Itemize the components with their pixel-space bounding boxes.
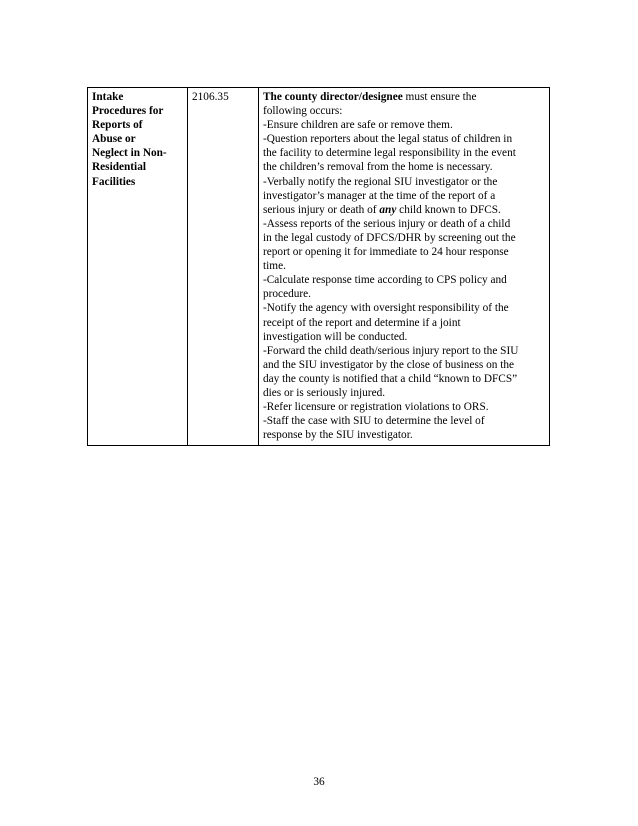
policy-line: -Ensure children are safe or remove them. [263, 119, 453, 132]
intro-rest: must ensure the [402, 91, 477, 103]
topic-line: Procedures for [92, 105, 164, 118]
policy-line: -Question reporters about the legal status of children in [263, 133, 513, 146]
policy-code: 2106.35 [192, 91, 229, 103]
topic-line: Reports of [92, 119, 143, 132]
policy-line: investigation will be conducted. [263, 330, 408, 343]
policy-line: -Notify the agency with oversight responsibility of the [263, 302, 509, 315]
topic-line: Abuse or [92, 133, 136, 146]
emph-word: any [379, 203, 397, 216]
policy-code-cell [188, 88, 259, 446]
policy-line: time. [263, 260, 286, 273]
page-number: 36 [313, 776, 325, 788]
policy-line: -Refer licensure or registration violations to ORS. [263, 401, 489, 414]
emph-before: serious injury or death of [263, 203, 380, 216]
policy-line: in the legal custody of DFCS/DHR by screening out the [263, 231, 516, 244]
topic-line: Facilities [92, 175, 136, 188]
policy-line: receipt of the report and determine if a joint [263, 316, 461, 329]
policy-line: procedure. [263, 288, 311, 301]
emph-after: child known to DFCS. [396, 203, 501, 216]
table-row [88, 88, 550, 446]
policy-line: -Forward the child death/serious injury report to the SIU [263, 344, 519, 357]
policy-line: following occurs: [263, 105, 343, 118]
policy-line: dies or is seriously injured. [263, 386, 386, 399]
topic-line: Residential [92, 161, 146, 174]
policy-table [87, 87, 550, 446]
topic-cell [88, 88, 188, 446]
policy-line: -Calculate response time according to CPS policy and [263, 274, 507, 287]
policy-line: investigator’s manager at the time of the report of a [263, 189, 496, 202]
policy-line: -Assess reports of the serious injury or death of a child [263, 217, 511, 230]
policy-line: and the SIU investigator by the close of business on the [263, 358, 514, 371]
policy-line: -Staff the case with SIU to determine the level of [263, 415, 485, 428]
policy-line: day the county is notified that a child “known to DFCS” [263, 372, 518, 385]
topic-line: Intake [92, 91, 124, 103]
policy-line: report or opening it for immediate to 24 hour response [263, 246, 509, 259]
policy-line: -Verbally notify the regional SIU investigator or the [263, 175, 498, 188]
policy-line: response by the SIU investigator. [263, 429, 413, 442]
policy-line: the children’s removal from the home is necessary. [263, 161, 493, 174]
policy-line-emphasis [263, 203, 546, 217]
intro-bold: The county director/designee [263, 91, 403, 103]
topic-line: Neglect in Non- [92, 147, 167, 160]
policy-intro-line [263, 90, 546, 104]
policy-line: the facility to determine legal responsibility in the event [263, 147, 516, 160]
policy-text-cell [259, 88, 550, 446]
